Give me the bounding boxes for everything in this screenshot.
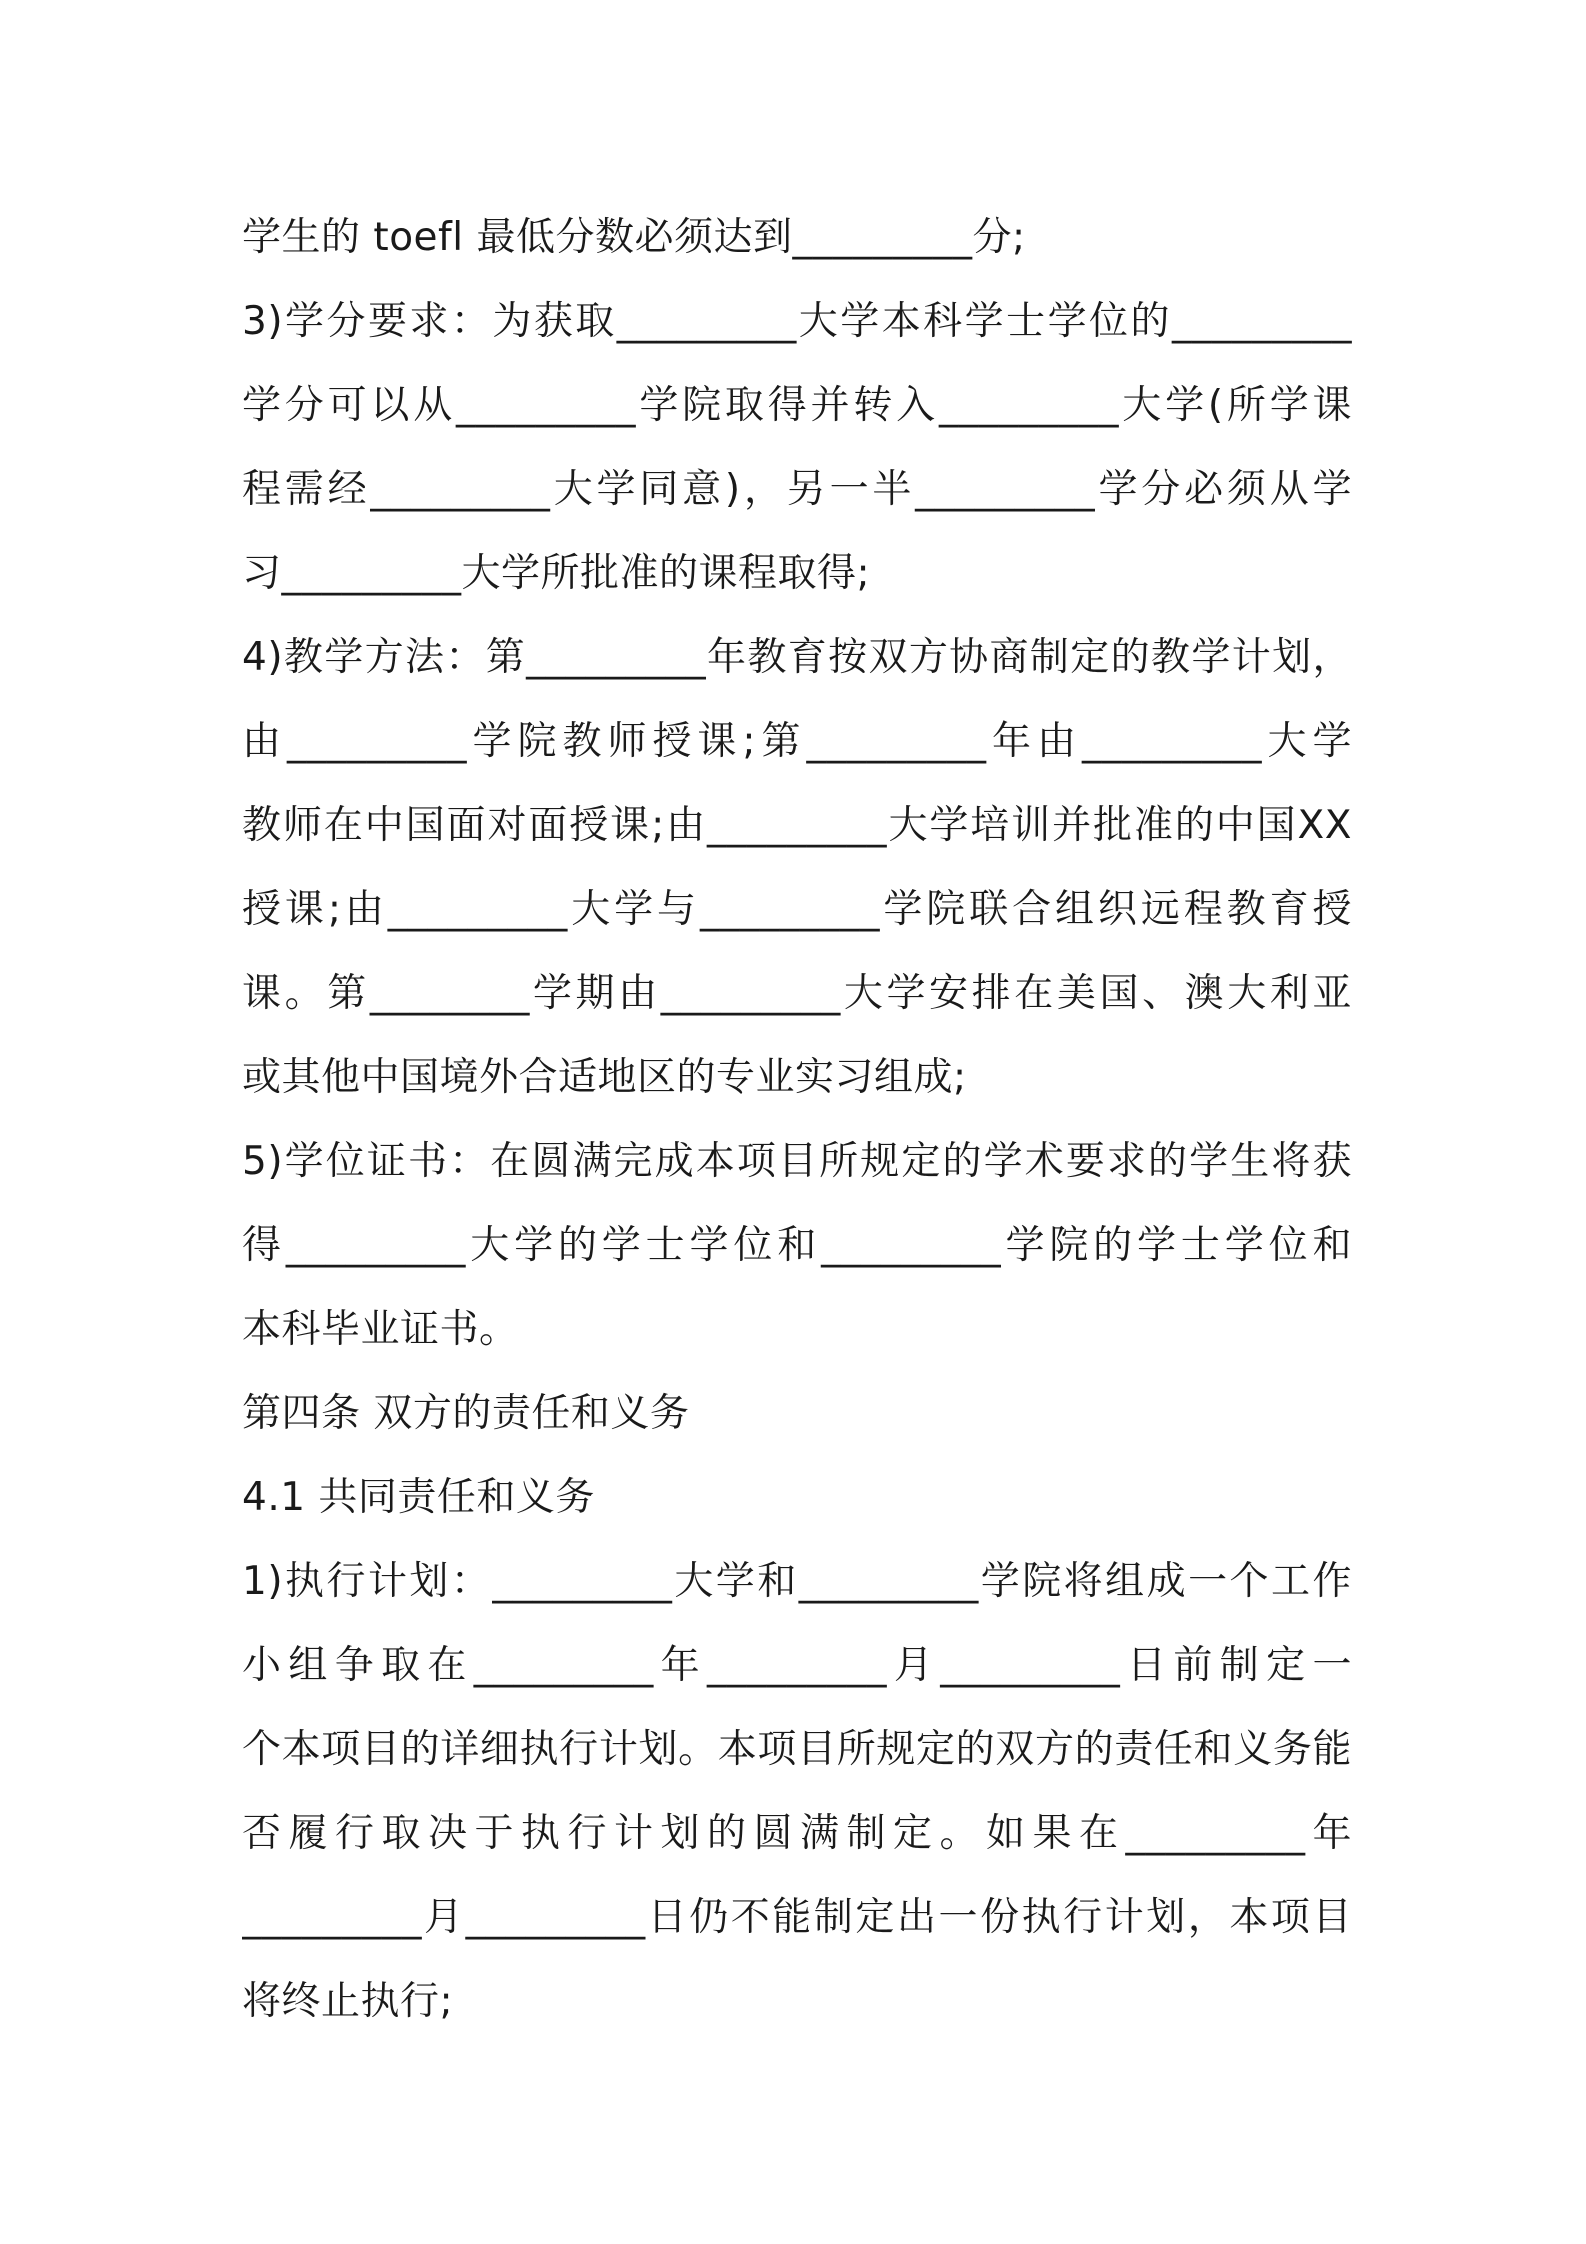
text-line: 小组争取在_________年_________月_________日前制定一 bbox=[242, 1643, 1352, 1688]
text-line: 5)学位证书：在圆满完成本项目所规定的学术要求的学生将获 bbox=[242, 1139, 1352, 1184]
text-line: 授课;由_________大学与_________学院联合组织远程教育授 bbox=[242, 887, 1352, 932]
text-line: _________月_________日仍不能制定出一份执行计划，本项目 bbox=[242, 1895, 1352, 1940]
text-line: 或其他中国境外合适地区的专业实习组成; bbox=[242, 1055, 967, 1100]
text-line: 学分可以从_________学院取得并转入_________大学(所学课 bbox=[242, 383, 1352, 428]
text-line: 教师在中国面对面授课;由_________大学培训并批准的中国XX bbox=[242, 803, 1352, 848]
text-line: 3)学分要求：为获取_________大学本科学士学位的_________ bbox=[242, 299, 1352, 344]
text-line: 将终止执行; bbox=[242, 1979, 454, 2024]
text-line: 本科毕业证书。 bbox=[242, 1307, 519, 1352]
document-body bbox=[242, 196, 1352, 2044]
text-line: 由_________学院教师授课;第_________年由_________大学 bbox=[242, 719, 1352, 764]
text-line: 得_________大学的学士学位和_________学院的学士学位和 bbox=[242, 1223, 1352, 1268]
text-line: 程需经_________大学同意)，另一半_________学分必须从学 bbox=[242, 467, 1352, 512]
text-line: 学生的 toefl 最低分数必须达到_________分; bbox=[242, 215, 1026, 260]
text-line: 否履行取决于执行计划的圆满制定。如果在_________年 bbox=[242, 1811, 1352, 1856]
text-line: 习_________大学所批准的课程取得; bbox=[242, 551, 871, 596]
text-line: 个本项目的详细执行计划。本项目所规定的双方的责任和义务能 bbox=[242, 1727, 1352, 1772]
text-line: 1)执行计划：_________大学和_________学院将组成一个工作 bbox=[242, 1559, 1352, 1604]
subsection-heading: 4.1 共同责任和义务 bbox=[242, 1475, 595, 1520]
text-line: 课。第________学期由_________大学安排在美国、澳大利亚 bbox=[242, 971, 1352, 1016]
section-heading: 第四条 双方的责任和义务 bbox=[242, 1391, 690, 1436]
text-line: 4)教学方法：第_________年教育按双方协商制定的教学计划， bbox=[242, 635, 1352, 680]
